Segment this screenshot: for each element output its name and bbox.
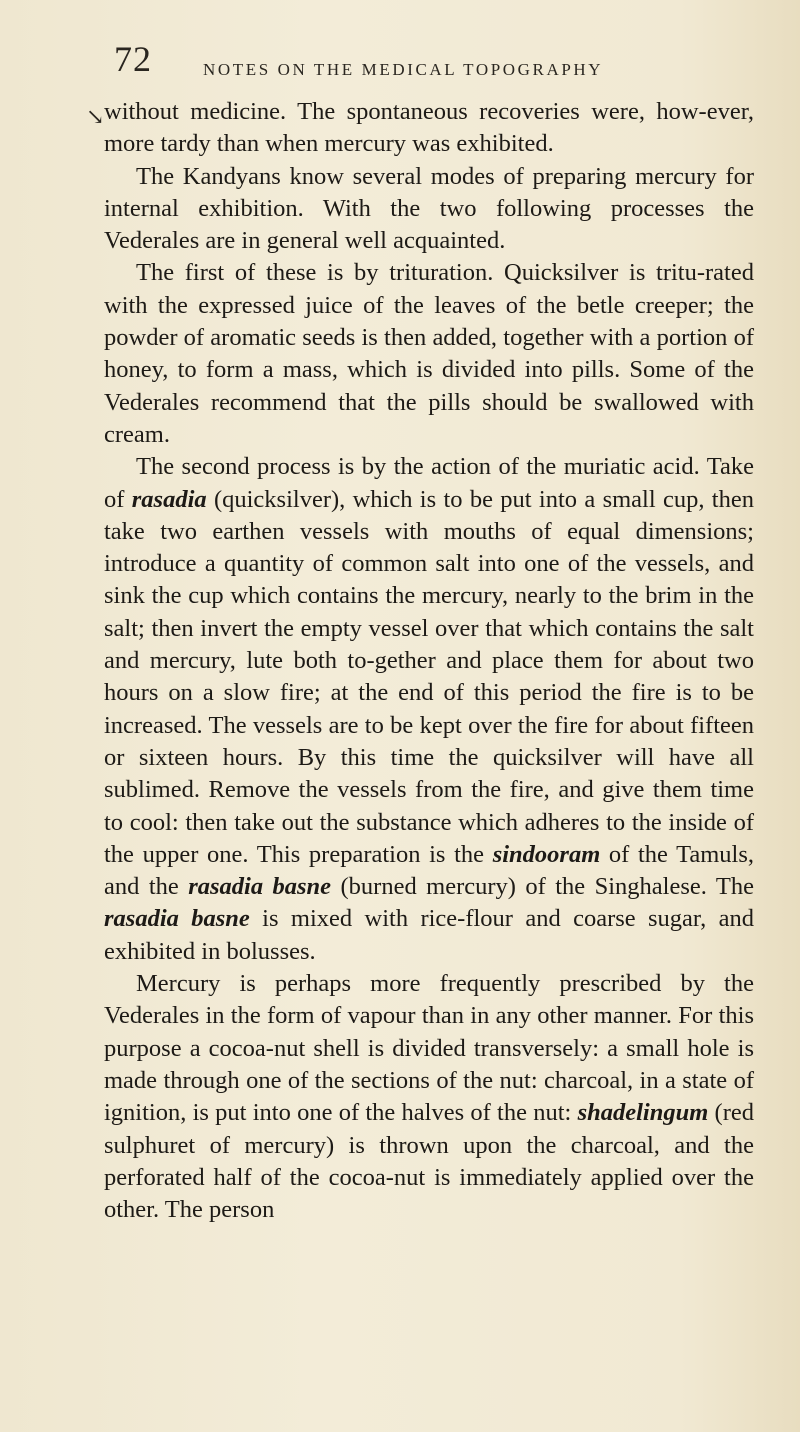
- page-number: 72: [114, 39, 152, 79]
- margin-mark: ↘: [86, 104, 105, 129]
- paragraph-2: [104, 161, 754, 258]
- italic-term: rasadia: [131, 485, 207, 513]
- running-head: [100, 38, 740, 88]
- running-title: NOTES ON THE MEDICAL TOPOGRAPHY: [203, 60, 604, 79]
- text-run: without medicine. The spontaneous recoveries were, how-ever, more tardy than when mercury was exhibited.: [104, 98, 754, 158]
- text-run: of the Tamuls, and the: [104, 840, 754, 901]
- text-run: (red sulphuret of mercury) is thrown upon the charcoal, and the perforated half of the cocoa-nut is immediately applied over the other. The person: [104, 1099, 755, 1224]
- italic-term: sindooram: [492, 840, 601, 868]
- text-run: (quicksilver), which is to be put into a small cup, then take two earthen vessels with mouths of equal dimensions; introduce a quantity of common salt into one of the vessels, and sink the cup which contains the mercury, nearly to the brim in the salt; then invert the empty vessel over that which contains the salt and mercury, lute both to-gether and place them for about two hours on a slow fire; at the end of this period the fire is to be increased. The vessels are to be kept over the fire for about fifteen or sixteen hours. By this time the quicksilver will have all sublimed. Remove the vessels from the fire, and give them time to cool: then take out the substance which adheres to the inside of the upper one. This preparation is the: [104, 485, 754, 868]
- text-run: Mercury is perhaps more frequently prescribed by the Vederales in the form of vapour than in any other manner. For this purpose a cocoa-nut shell is divided transversely: a small hole is made through one of the sections of the nut: charcoal, in a state of ignition, is put into one of the halves of the nut:: [104, 970, 754, 1127]
- paragraph-4: [104, 451, 754, 968]
- italic-term: rasadia basne: [104, 905, 250, 933]
- text-run: (burned mercury) of the Singhalese. The: [331, 873, 754, 901]
- text-run: The first of these is by trituration. Quicksilver is tritu-rated with the expressed juice of the leaves of the betle creeper; the powder of aromatic seeds is then added, together with a portion of honey, to form a mass, which is divided into pills. Some of the Vederales recommend that the pills should be swallowed with cream.: [104, 259, 754, 448]
- text-run: The Kandyans know several modes of preparing mercury for internal exhibition. With the two following processes the Vederales are in general well acquainted.: [104, 162, 754, 255]
- body-text: [104, 96, 754, 1226]
- paragraph-3: [104, 257, 754, 451]
- italic-term: shadelingum: [577, 1099, 709, 1127]
- italic-term: rasadia basne: [188, 873, 332, 901]
- paragraph-5: [104, 968, 754, 1226]
- text-run: is mixed with rice-flour and coarse sugar, and exhibited in bolusses.: [104, 905, 754, 965]
- paragraph-1: [104, 96, 754, 161]
- text-run: The second process is by the action of the muriatic acid. Take of: [104, 453, 754, 513]
